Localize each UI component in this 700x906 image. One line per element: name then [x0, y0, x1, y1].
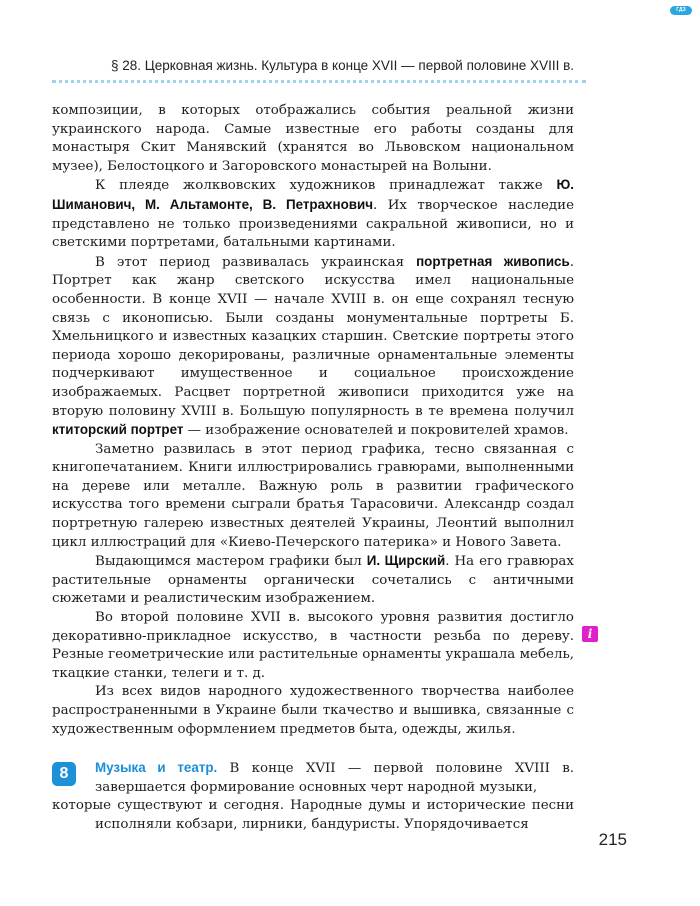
- section-number-badge: 8: [52, 762, 76, 786]
- text-run: В этот период развивалась украинская: [95, 254, 417, 270]
- paragraph: Заметно развилась в этот период графика, тесно связанная с книгопечатанием. Книги иллюстрировались гравюрами, выполненными на дереве или металле. Важную роль в развитии графического искусства того времени сыграли братья Тарасовичи. Александр создал портретную галерею известных деятелей Украины, Леонтий выполнил цикл иллюстраций для «Киево-Печерского патерика» и Нового Завета.: [52, 441, 574, 550]
- paragraph: [52, 552, 574, 609]
- text-run: Выдающимся мастером графики был: [95, 554, 367, 570]
- text-run: которые существуют и сегодня. Народные думы и исторические песни исполняли кобзари, лирники, бандуристы. Упорядочивается: [52, 798, 574, 832]
- section-paragraph: [52, 759, 574, 834]
- artist-names: Ю. Шиманович, М. Альтамонте, В. Петрахнович: [52, 177, 574, 212]
- info-icon: i: [582, 626, 598, 642]
- text-run: . Портрет как жанр светского искусства имел национальные особенности. В конце XVII — начале XVIII в. он еще сохранял тесную связь с иконописью. Были созданы монументальные портреты Б. Хмельницкого и известных казацких старшин. Светские портреты этого периода хорошо декорированы, различные орнаментальные элементы подчеркивают имущественное и социальное происхождение изображаемых. Расцвет портретной живописи приходится уже на вторую половину XVIII в. Большую популярность в те времена получил: [52, 254, 574, 419]
- header-divider: [52, 80, 586, 83]
- body-text: [52, 102, 574, 835]
- running-header: § 28. Церковная жизнь. Культура в конце XVII — первой половине XVIII в.: [110, 58, 574, 73]
- text-run: — изображение основателей и покровителей храмов.: [183, 423, 569, 439]
- term-ktitor-portrait: ктиторский портрет: [52, 422, 184, 438]
- artist-name: И. Щирский: [366, 553, 446, 569]
- text-run: В конце XVII — первой половине XVIII в. завершается формирование основных черт народной музыки,: [95, 761, 575, 795]
- text-run: . Их творческое наследие представлено не только произведениями сакральной живописи, но и светскими портретами, батальными картинами.: [52, 197, 574, 251]
- paragraph: [52, 253, 574, 441]
- page-number: 215: [598, 830, 627, 849]
- text-run: . На его гравюрах растительные орнаменты органически сочетались с античными сюжетами и реалистическим изображением.: [52, 554, 574, 607]
- paragraph: Из всех видов народного художественного творчества наиболее распространенными в Украине были ткачество и вышивка, связанные с художественным оформлением предметов быта, одежды, жилья.: [52, 684, 574, 737]
- text-run: К плеяде жолквовских художников принадлежат также: [95, 178, 557, 194]
- section-title: Музыка и театр.: [95, 760, 218, 776]
- site-logo: ГДЗ: [670, 6, 692, 15]
- paragraph: [52, 176, 574, 252]
- term-portrait-painting: портретная живопись: [416, 253, 570, 269]
- paragraph: композиции, в которых отображались события реальной жизни украинского народа. Самые известные его работы созданы для монастыря Скит Манявский (хранятся во Львовском национальном музее), Белостоцкого и Загоровского монастырей на Волыни.: [52, 103, 574, 174]
- paragraph: Во второй половине XVII в. высокого уровня развития достигло декоративно-прикладное искусство, в частности резьба по дереву. Резные геометрические или растительные орнаменты украшала мебель, ткацкие станки, телеги и т. д.: [52, 610, 574, 681]
